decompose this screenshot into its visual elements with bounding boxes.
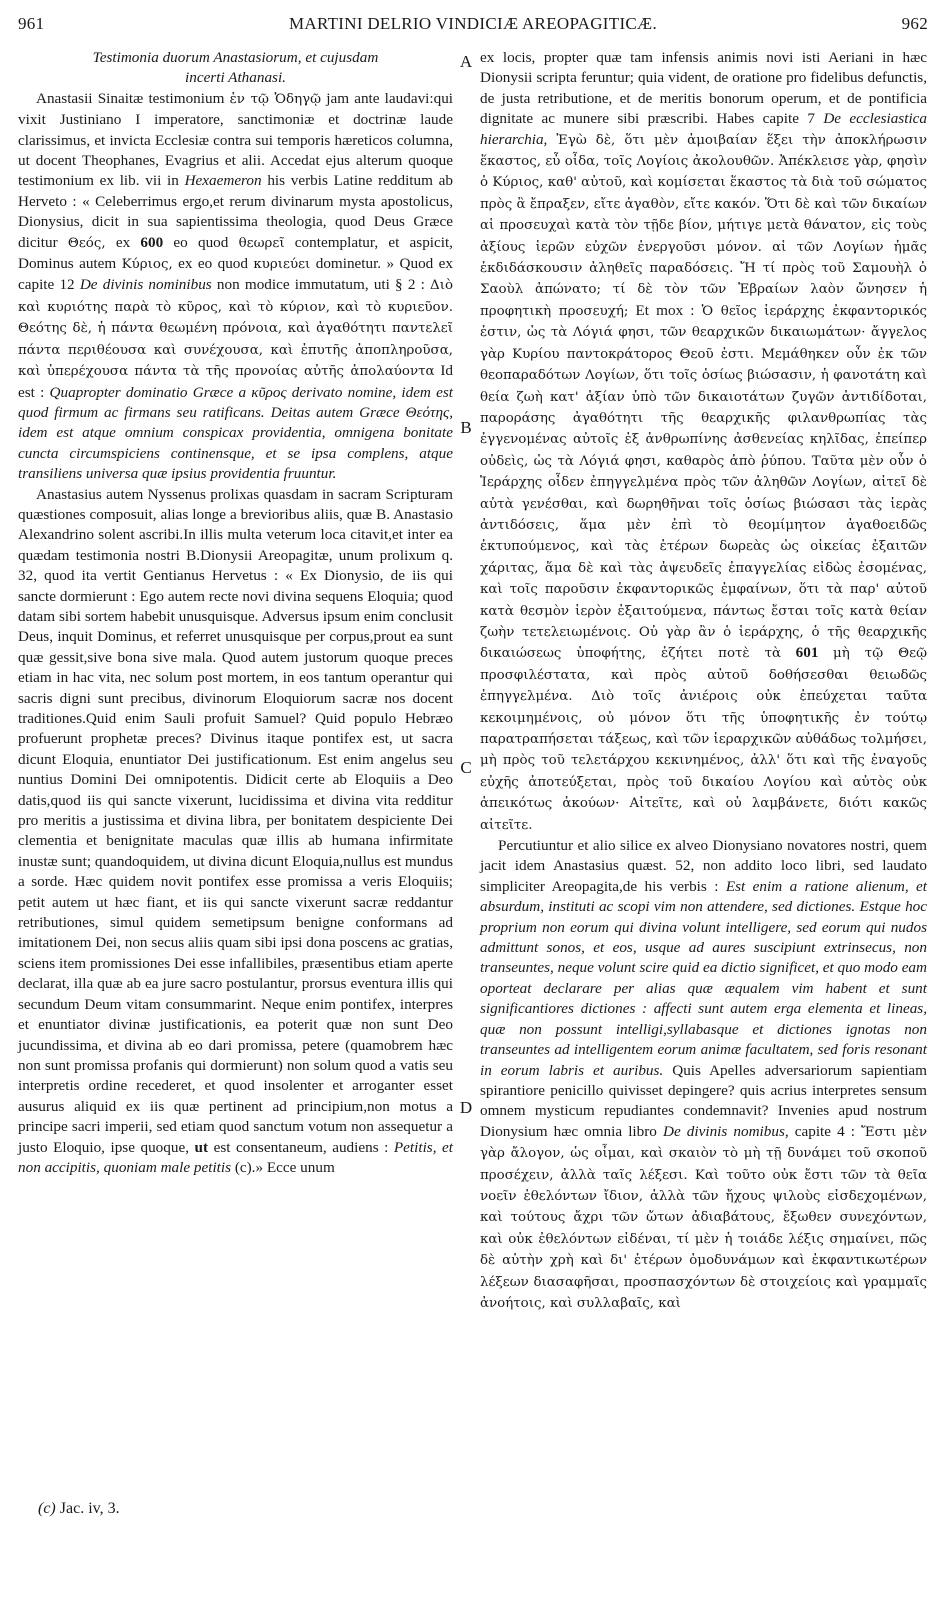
- right-column: [480, 48, 927, 1314]
- text-run: est consentaneum, audiens :: [208, 1138, 394, 1156]
- running-title: MARTINI DELRIO VINDICIÆ AREOPAGITICÆ.: [288, 14, 658, 33]
- margin-letter-d: D: [459, 1098, 473, 1117]
- greek-run: ἐν τῷ Ὁδηγῷ: [229, 91, 322, 107]
- greek-run: μὴ τῷ Θεῷ προσφιλέστατα, καὶ πρὸς αὐτοῦ δοθήσεσθαι θειωδῶς ἐπηγγελμένα. Διὸ τοῖς ἀνιέροις οὐκ ἐπεύχεται ταῦτα κεκοιμημένοις, οὐ μόνον ὅτι τῆς ὑποφητικῆς ἐν τούτῳ παρατραπήσεται τάξεως, καὶ τῶν ἱεραρχικῶν αὐθάδως τολμήσει, μὴ πρὸς τοῦ τελετάρχου κεκινημένος, ἀλλ' ὅτι καὶ τῆς ἐναγοῦς εὐχῆς ἀποτεύξεται, πρὸς τοῦ δικαίου Λογίου καὶ αὐτὸς οὐκ ἀπεικότως ἀκούων· Αἰτεῖτε, καὶ οὐ λαμβάνετε, διότι κακῶς αἰτεῖτε.: [480, 646, 927, 833]
- greek-run: Ἐγὼ δὲ, ὅτι μὲν ἀμοιβαίαν ἕξει τὴν ἀποκλήρωσιν ἕκαστος, εὖ οἶδα, τοῖς Λογίοις ἀκολουθῶν. Ἀπέκλεισε γὰρ, φησὶν ὁ Κύριος, καθ' αὐτοῦ, καὶ κομίσεται ἕκαστος τὰ διὰ τοῦ σώματος πρὸς ἃ ἔπραξεν, εἴτε ἀγαθὸν, εἴτε κακόν. Ὅτι δὲ καὶ τῶν δικαίων αἱ προσευχαὶ κατὰ τὸν τῇδε βίον, μήτιγε μετὰ θάνατον, εἰς τοὺς ἀξίους ἱερῶν εὐχῶν ἐνεργοῦσι μόνον. αἱ τῶν Λογίων ἡμᾶς ἐκδιδάσκουσιν ἀληθεῖς παραδόσεις. Ἤ τί πρὸς τοῦ Σαμουὴλ ὁ Σαοὺλ ἀπώνατο; τί δὲ τὸν τῶν Ἑβραίων λαὸν ὤνησεν ἡ προφητικὴ προσευχή;: [480, 132, 927, 319]
- page-number-left: 961: [18, 14, 45, 33]
- text-run: non modice immutatum, uti § 2 :: [211, 276, 431, 294]
- italic-run: Quapropter dominatio Græce a κῦρος derivato nomine, idem est quod firmum ac firmans seu ratificans. Deitas autem Græce Θεότης, idem est atque omnium conspicax providentia, omnigena bonitate cuncta circumspiciens continensque, et se ipsa complens, atque transiliens universa quæ ipsius providentia fruuntur.: [18, 383, 453, 483]
- running-header: [18, 14, 928, 40]
- text-run: Percutiuntur et alio silice ex alveo Dionysiano novatores nostri, quem jacit idem Anastasius quæst. 52, non addito loco libri, sed laudato simpliciter Areopagita,de his verbis :: [480, 837, 927, 895]
- greek-run: Θεός,: [67, 235, 106, 251]
- italic-run: Hexaemeron: [184, 172, 262, 190]
- section-heading: [18, 48, 453, 89]
- greek-run: Ἔστι μὲν γὰρ ἄλογον, ὡς οἶμαι, καὶ σκαιὸν τὸ μὴ τῇ δυνάμει τοῦ σκοποῦ προσέχειν, ἀλλὰ ταῖς λέξεσι. Καὶ τοῦτο οὐκ ἔστι τῶν τὰ θεῖα νοεῖν ἐθελόντων ἴδιον, ἀλλὰ τῶν ἤχους ψιλοὺς εἰσδεχομένων, καὶ τούτους ἄχρι τῶν ὤτων ἀδιαβάτους, ἔξωθεν συνεχόντων, καὶ οὐκ ἐθελόντων εἰδέναι, τί μὲν ἡ τοιάδε λέξις σημαίνει, πῶς δὲ αὐτὴν χρὴ καὶ δι' ἑτέρων ὁμοδυνάμων καὶ ἐκφαντικωτέρων λέξεων διασαφῆσαι, προσπασχόντων δὲ στοιχείοις καὶ γραμμαῖς ἀνοήτοις, καὶ συλλαβαῖς, καὶ: [480, 1124, 928, 1311]
- paragraph-percutiuntur: [480, 836, 927, 1314]
- italic-run: De ecclesiastica hierarchia,: [480, 110, 927, 148]
- greek-run: Κύριος,: [121, 257, 173, 273]
- text-run: jam ante laudavi:qui vixit Justiniano I imperatore, sanctimoniæ et doctrinæ laude clarissimus, et invicta Ecclesiæ contra sui temporis hæreticos columna, ut docent Theophanes, Evagrius et alii. Accedat ejus alterum quoque testimonium ex lib. vii in: [18, 89, 454, 190]
- column-marker: 601: [781, 644, 834, 662]
- text-run: (c).» Ecce unum: [231, 1158, 335, 1176]
- greek-run: Διὸ καὶ κυριότης παρὰ τὸ κῦρος, καὶ τὸ κύριον, καὶ τὸ κυριεῦον. Θεότης δὲ, ἡ πάντα θεωμένη πρόνοια, καὶ ἀγαθότητι παντελεῖ πάντα περιθέουσα καὶ συνέχουσα, καὶ ἐπυτῆς ἀποπληροῦσα, καὶ ὑπερέχουσα πάντα τὰ τῆς προνοίας αὐτῆς ἀπολαύοντα: [18, 278, 454, 380]
- text-run: Et mox :: [628, 301, 702, 319]
- text-run: dominetur. » Quod ex capite 12: [18, 255, 454, 294]
- greek-run: θεωρεῖ: [238, 235, 285, 251]
- text-run: his verbis Latine redditum ab Herveto : « Celeberrimus ergo,et rerum divinarum mysta apostolicus, Dionysius, dicit in sua sapientissima theologia, quod Deus Græce dicitur: [18, 172, 453, 251]
- bold-run: ut: [194, 1138, 209, 1156]
- column-marker: 600: [140, 233, 164, 251]
- margin-letter-b: B: [460, 418, 472, 437]
- heading-line-2: incerti Athanasi.: [185, 69, 286, 87]
- text-run: capite 4 :: [788, 1122, 862, 1140]
- footnote-mark: (c): [38, 1500, 56, 1517]
- italic-run: De divinis nomibus,: [663, 1122, 789, 1140]
- italic-run: De divinis nominibus: [79, 276, 212, 294]
- text-run: ex locis, propter quæ tam infensis animis novi isti Aeriani in hæc Dionysii scripta feruntur; quia vident, de oratione pro fidelibus defunctis, de justa retributione, et de meritis bonorum operum, et de pontificia dignitate ac munere sibi præscribi. Habes capite 7: [480, 49, 927, 128]
- paragraph-anastasius-nyssenus: [18, 485, 453, 1179]
- left-column: [18, 48, 453, 1178]
- text-run: Quis Apelles adversariorum sapientiam spirantiore penicillo quivisset depingere? quis acrius interpretes sensum omnem mysticum repudiantes condemnavit? Invenies apud nostrum Dionysium hæc omnia libro: [480, 1061, 927, 1140]
- heading-line-1: Testimonia duorum Anastasiorum, et cujusdam: [92, 49, 379, 66]
- paragraph-anastasius-sinaita: [18, 89, 453, 485]
- greek-run: Ὁ θεῖος ἱεράρχης ἐκφαντορικός ἐστιν, ὡς τὰ Λόγιά φησι, τῶν θεαρχικῶν δικαιωμάτων· ἄγγελος γὰρ Κυρίου παντοκράτορος Θεοῦ ἐστι. Μεμάθηκεν οὖν ἐκ τῶν θεοπαραδότων Λογίων, ὅτι τοῖς ὁσίως βιώσασιν, ἡ φανοτάτη καὶ θεία ζωὴ κατ' ἀξίαν ὑπὸ τῶν δικαιοτάτων ζυγῶν ἀντιδίδοται, παροράσης ἀγαθότητι τῆς θεαρχικῆς φιλανθρωπίας τὰς ἐγγενομένας αὐτοῖς ἐξ ἀνθρωπίνης ἀσθενείας κηλῖδας, ἐπείπερ οὐδεὶς, ὡς τὰ Λόγιά φησι, καθαρὸς ἀπὸ ῥύπου. Ταῦτα μὲν οὖν ὁ Ἱεράρχης οἶδεν ἐπηγγελμένα πρὸς τῶν ἀληθῶν Λογίων, αἰτεῖ δὲ αὐτὰ γενέσθαι, καὶ δωρηθῆναι τοῖς ὁσίως βιώσασι τὰς ἱερὰς ἀντιδόσεις, ἅμα μὲν ἐπὶ τὸ θεομίμητον ἀγαθοειδῶς ἐκτυπούμενος, καὶ τὰς ἑτέρων δωρεὰς ὡς οἰκείας ἐξαιτῶν χάριτας, ἅμα δὲ καὶ τὰς ἀψευδεῖς ἐπαγγελίας εἰδὼς ἐσομένας, καὶ τοῖς παροῦσιν ἐκφαντορικῶς ἐμφαίνων, ὅτι τὰ παρ' αὐτοῦ κατὰ θεσμὸν ἱερὸν ἐξαιτούμενα, πάντως ἔσται τοῖς κατὰ θείαν ζωὴν τετελειωμένοις. Οὐ γὰρ ἂν ὁ ἱεράρχης, ὁ τῆς θεαρχικῆς δικαιώσεως ὑποφήτης, ἐζήτει ποτὲ τὰ: [480, 303, 928, 662]
- text-run: Id est :: [18, 362, 453, 401]
- footnote: [38, 1500, 120, 1518]
- text-run: ex eo quod: [172, 255, 254, 273]
- greek-run: κυριεύει: [253, 257, 311, 273]
- page-number-right: 962: [901, 14, 928, 33]
- italic-run: Petitis, et non accipitis, quoniam male petitis: [18, 1138, 453, 1176]
- margin-letter-a: A: [459, 52, 473, 71]
- paragraph-aeriani: [480, 48, 927, 836]
- text-run: Anastasius autem Nyssenus prolixas quasdam in sacram Scripturam quæstiones composuit, alias longe a brevioribus aliis, quæ B. Anastasio Alexandrino solent ascribi.In illis multa veterum loca citavit,et inter ea quædam testimonia nostri B.Dionysii Areopagitæ, unum prolixum q. 32, quod ita vertit Gentianus Hervetus : « Ex Dionysio, de iis qui sancte dormierunt : Ego autem recte novi divina sequens Eloquia; quod datam sibi sortem habebit unusquisque. Adversus ipsum enim conclusit Deus, inquit Dominus, et referret unusquisque per corpus,prout ea sunt quæ gessit,sive bona sive mala. Quod autem justorum quoque preces etiam in hac vita, nec solum post mortem, in eos tantum operantur qui sacris digni sunt precibus, divinorum Eloquiorum sacræ nos docent traditiones.Quid enim Sauli profuit Samuel? Quid populo Hebræo profuerunt prophetæ preces? Divinus itaque pontifex est, ut sacra dicunt Eloquia, enuntiator Dei justificationum. Est enim angelus seu nuntius Domini Dei omnipotentis. Didicit certe ab Eloquiis a Deo datis,quod iis qui sancte vixerunt, lucidissima et divina vita redditur pro meritis a justissima et divina libra, per bonitatem despiciente Dei clementia et benignitate maculas quæ illis ab humana infirmitate inustæ sunt; quandoquidem, ut divina dicunt Eloquia,nullus est mundus a sorde. Hæc quidem novit pontifex esse promissa a veris Eloquiis; petit autem ut hæc fiant, et iis qui sancte vixerunt sacræ reddantur retributiones, simul quidem semetipsum benigne conformans ad imitationem Dei, non secus aliis quam sibi ipsi dona poscens ac gratias, sciens item promissiones Dei esse infallibiles, præsentibus etiam aperte declarat, illa quæ ab ea jure sacro postulantur, prorsus eventura illis qui secundum Deum vitam consummarint. Neque enim pontifex, interpres et enuntiator divinæ justificationis, ea poterit quæ non sunt Deo jucundissima, et divina ab eo dari promissa, petere (quamobrem hæc non sunt promissa profanis qui dormierunt) non solum quod a vatis seu interpretis ordine recederet, et quod insolenter et arroganter esset ausurus aliquid ex iis quæ pertinent ad principium,non motus a principe sacri imperii, sed etiam quod sanctum votum non assequetur a justo Eloquio, ipse quoque,: [18, 485, 453, 1156]
- text-run: eo quod: [163, 233, 239, 251]
- text-run: contemplatur, et aspicit, Dominus autem: [18, 233, 453, 273]
- italic-run: Est enim a ratione alienum, et absurdum, instituti ac scopi vim non attendere, sed dictiones. Estque hoc proprium non eorum qui divina volunt intelligere, sed eorum qui nudos admittunt sonos, et eos, usque ad aures suscipiunt extrinsecus, non transeuntes, neque volunt scire quid ea dictio significet, et quo modo eam oporteat declarare per alias quæ æqualem vim habent et sunt significantiores dictiones : affecti sunt autem erga elementa et lineas, quæ non possunt intelligi,syllabasque et dictiones ignotas non transeuntes ad intelligentem eorum animæ facultatem, sed foris resonant in eorum labris et auribus.: [480, 877, 927, 1079]
- footnote-text: Jac. iv, 3.: [55, 1500, 120, 1517]
- margin-letter-c: C: [460, 758, 472, 777]
- text-run: Anastasii Sinaitæ testimonium: [36, 89, 230, 107]
- text-run: ex: [105, 233, 141, 251]
